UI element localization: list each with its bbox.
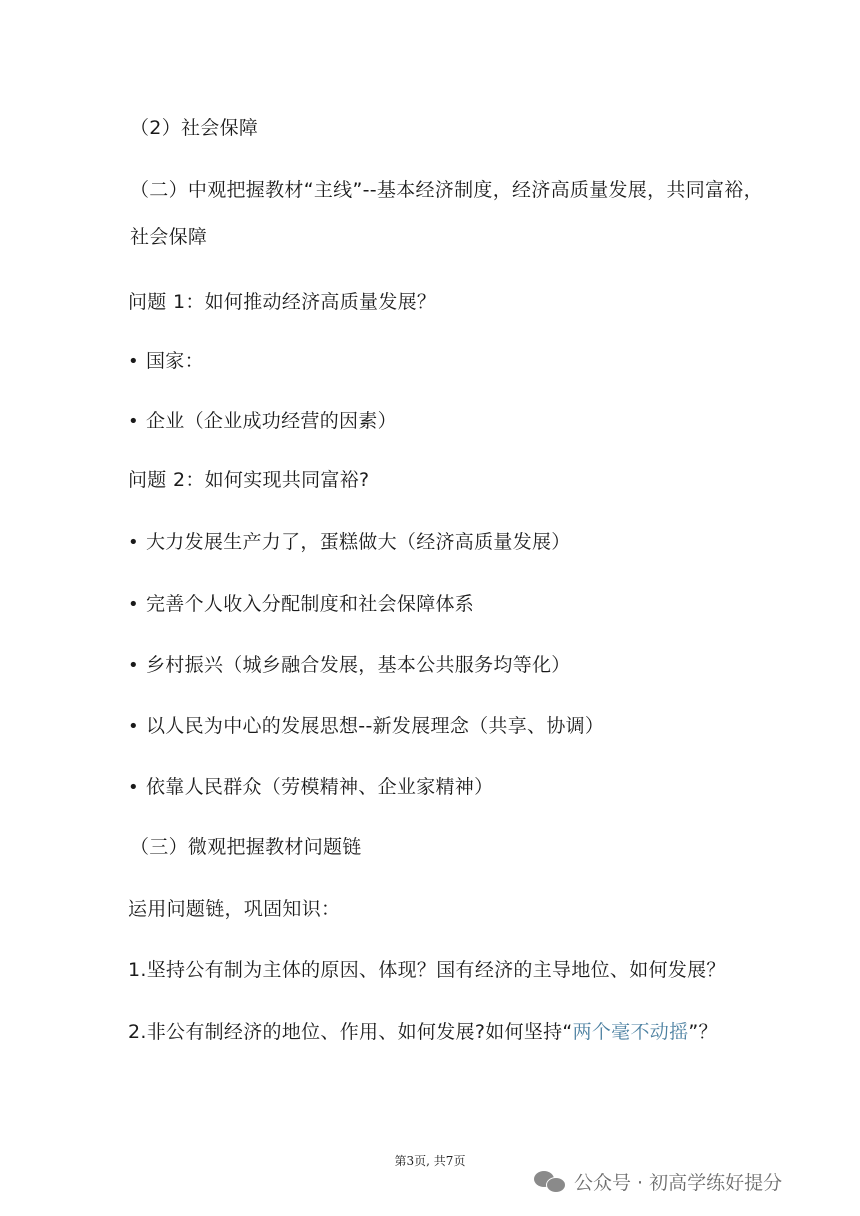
bullet-icon: • — [128, 532, 139, 553]
list-item-text: 依靠人民群众（劳模精神、企业家精神） — [146, 776, 494, 798]
list-item-text: 完善个人收入分配制度和社会保障体系 — [146, 593, 475, 615]
list-item-text: 以人民为中心的发展思想--新发展理念（共享、协调） — [146, 715, 605, 737]
list-item — [128, 408, 397, 435]
bullet-icon: • — [128, 655, 139, 676]
bullet-icon: • — [128, 411, 139, 432]
list-item — [128, 348, 204, 375]
question-1: 问题 1：如何推动经济高质量发展？ — [128, 291, 437, 313]
list-item — [128, 591, 474, 618]
section-heading-micro: （三）微观把握教材问题链 — [130, 836, 362, 858]
list-item-text: 企业（企业成功经营的因素） — [146, 410, 397, 432]
section-heading-meso: （二）中观把握教材“主线”--基本经济制度，经济高质量发展，共同富裕， — [130, 179, 763, 201]
question-chain-2-text: 2.非公有制经济的地位、作用、如何发展?如何坚持“ — [128, 1021, 573, 1043]
wechat-icon — [534, 1169, 566, 1193]
watermark-text: 公众号 · 初高学练好提分 — [574, 1171, 783, 1194]
list-item — [128, 652, 571, 679]
list-item — [128, 529, 571, 556]
page-number: 第3页, 共7页 — [394, 1154, 466, 1168]
section-heading-meso-cont: 社会保障 — [130, 226, 208, 248]
list-item — [128, 774, 493, 801]
bullet-icon: • — [128, 594, 139, 615]
intro-text: 运用问题链，巩固知识： — [128, 898, 341, 920]
list-item — [128, 713, 604, 740]
question-chain-1: 1.坚持公有制为主体的原因、体现？国有经济的主导地位、如何发展？ — [128, 959, 726, 981]
list-item-text: 国家： — [146, 350, 204, 372]
bullet-icon: • — [128, 716, 139, 737]
question-chain-2-end: ”？ — [688, 1021, 718, 1043]
bullet-icon: • — [128, 777, 139, 798]
question-chain-2 — [128, 1019, 718, 1045]
question-2: 问题 2：如何实现共同富裕? — [128, 469, 370, 491]
watermark — [534, 1166, 782, 1196]
bullet-icon: • — [128, 351, 139, 372]
highlighted-phrase: 两个毫不动摇 — [572, 1021, 689, 1043]
list-item-text: 乡村振兴（城乡融合发展，基本公共服务均等化） — [146, 654, 571, 676]
section-heading-social-security: （2）社会保障 — [130, 117, 259, 139]
list-item-text: 大力发展生产力了，蛋糕做大（经济高质量发展） — [146, 531, 571, 553]
